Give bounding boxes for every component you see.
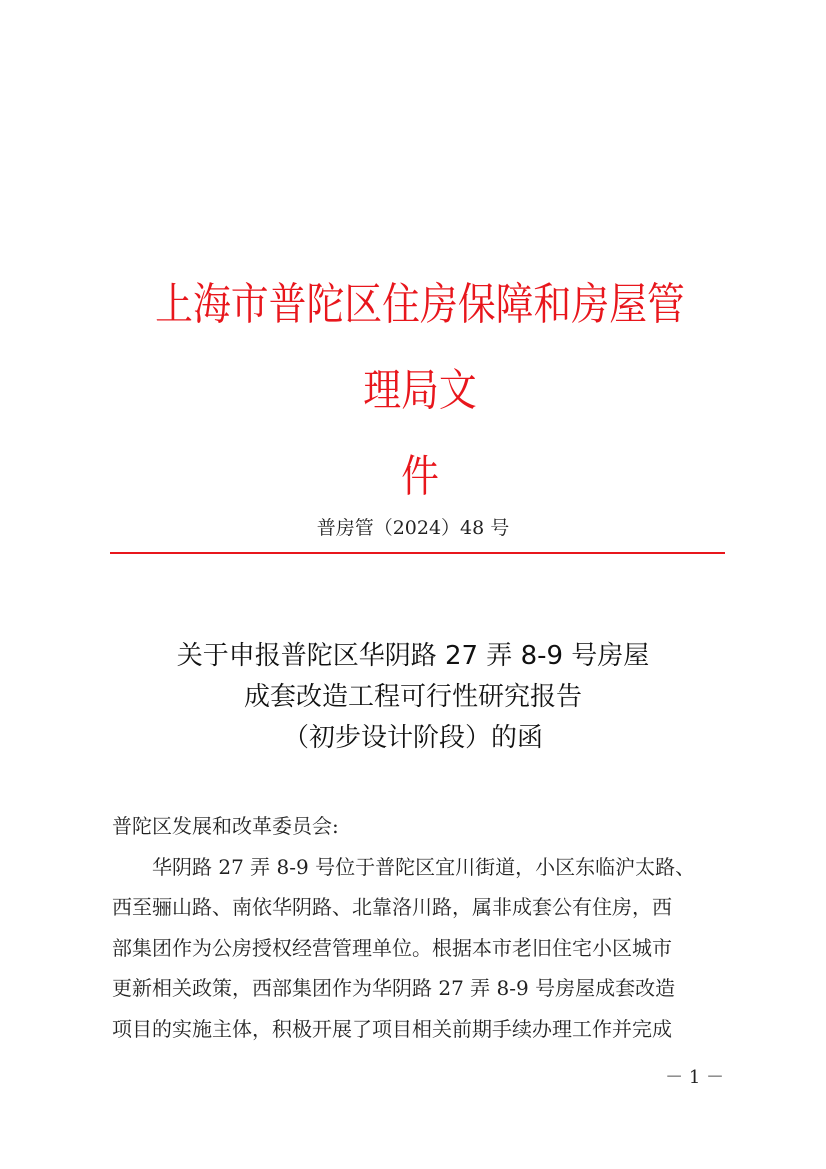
subject-line-3: （初步设计阶段）的函 bbox=[282, 723, 543, 753]
salutation: 普陀区发展和改革委员会: bbox=[112, 814, 339, 838]
title-line-1: 上海市普陀区住房保障和房屋管理局文 bbox=[155, 279, 685, 416]
body-line-1: 华阴路 27 弄 8-9 号位于普陀区宜川街道，小区东临沪太路、 bbox=[152, 854, 696, 879]
issuing-authority-title bbox=[145, 262, 695, 520]
document-subject bbox=[60, 636, 766, 759]
subject-line-1: 关于申报普陀区华阴路 27 弄 8-9 号房屋 bbox=[176, 641, 650, 671]
body-line-5: 项目的实施主体，积极开展了项目相关前期手续办理工作并完成 bbox=[112, 1016, 672, 1041]
red-divider-line bbox=[110, 552, 725, 554]
page-number: － 1 － bbox=[665, 1067, 724, 1088]
body-line-4: 更新相关政策，西部集团作为华阴路 27 弄 8-9 号房屋成套改造 bbox=[112, 976, 676, 1000]
body-line-3: 部集团作为公房授权经营管理单位。根据本市老旧住宅小区城市 bbox=[112, 935, 672, 960]
body-line-2: 西至骊山路、南依华阴路、北靠洛川路，属非成套公有住房，西 bbox=[112, 895, 672, 919]
document-number: 普房管（2024）48 号 bbox=[316, 517, 510, 539]
subject-line-2: 成套改造工程可行性研究报告 bbox=[243, 682, 582, 712]
document-body bbox=[112, 806, 724, 1049]
title-line-2: 件 bbox=[401, 451, 439, 502]
body-paragraph bbox=[112, 847, 724, 1050]
